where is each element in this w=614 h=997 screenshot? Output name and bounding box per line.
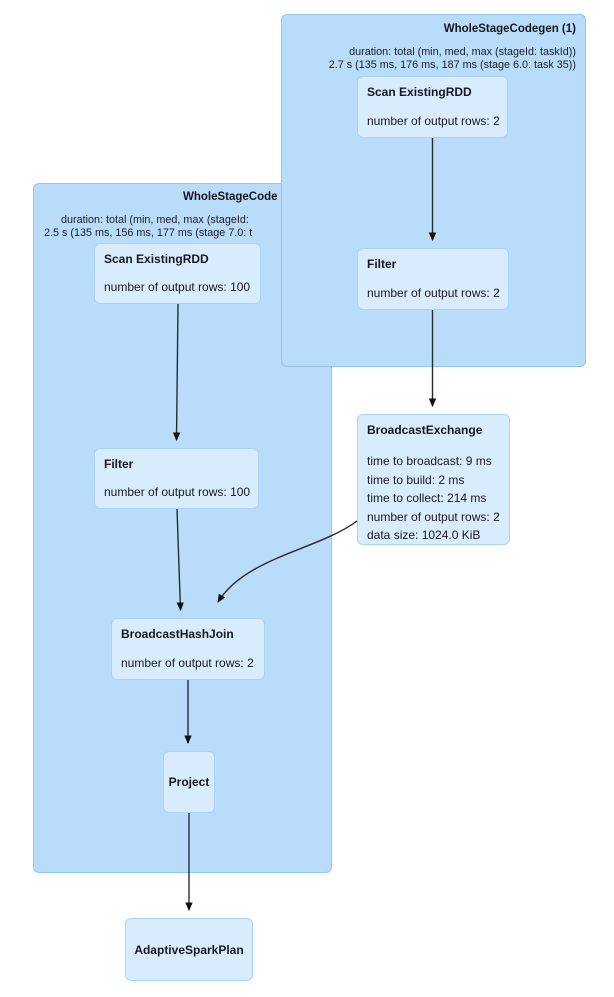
node-broadcastexchange[interactable] (357, 414, 510, 545)
node-scan-existingrdd-2[interactable] (94, 243, 261, 304)
node-filter-1[interactable] (357, 248, 509, 310)
duration-line-1: duration: total (min, med, max (stageId: taskId)) (349, 46, 576, 58)
cluster-title: WholeStageCodegen (1) (443, 23, 576, 35)
node-metric: data size: 1024.0 KiB (367, 528, 481, 543)
node-title: AdaptiveSparkPlan (134, 942, 244, 957)
node-title: Scan ExistingRDD (367, 85, 472, 99)
node-metric: time to collect: 214 ms (367, 491, 487, 506)
node-title: Project (168, 775, 210, 789)
node-title: Filter (104, 457, 134, 471)
node-broadcasthashjoin[interactable] (111, 618, 265, 680)
node-title: BroadcastHashJoin (121, 627, 234, 641)
node-metric: time to build: 2 ms (367, 472, 465, 487)
duration-line-2: 2.7 s (135 ms, 176 ms, 187 ms (stage 6.0: task 35)) (328, 58, 576, 71)
duration-line-1: duration: total (min, med, max (stageId: (61, 214, 249, 226)
node-project[interactable] (163, 751, 215, 813)
node-metric: number of output rows: 100 (104, 280, 251, 294)
cluster-title: WholeStageCode (183, 191, 278, 203)
node-metric: number of output rows: 2 (367, 286, 500, 300)
node-metric: number of output rows: 100 (104, 485, 251, 499)
node-metric: number of output rows: 2 (367, 509, 500, 524)
node-metric: number of output rows: 2 (121, 656, 254, 670)
node-metric: time to broadcast: 9 ms (367, 454, 492, 468)
node-adaptivesparkplan[interactable] (125, 918, 253, 981)
cluster-wholestagecodegen-1 (281, 14, 586, 367)
node-metric: number of output rows: 2 (367, 114, 500, 128)
cluster-duration (329, 46, 576, 71)
node-filter-2[interactable] (94, 448, 259, 509)
node-title: Scan ExistingRDD (104, 252, 209, 266)
node-title: BroadcastExchange (367, 423, 483, 437)
node-scan-existingrdd-1[interactable] (357, 76, 508, 138)
cluster-duration (44, 214, 252, 239)
node-title: Filter (367, 257, 397, 271)
duration-line-2: 2.5 s (135 ms, 156 ms, 177 ms (stage 7.0: t (44, 226, 253, 239)
